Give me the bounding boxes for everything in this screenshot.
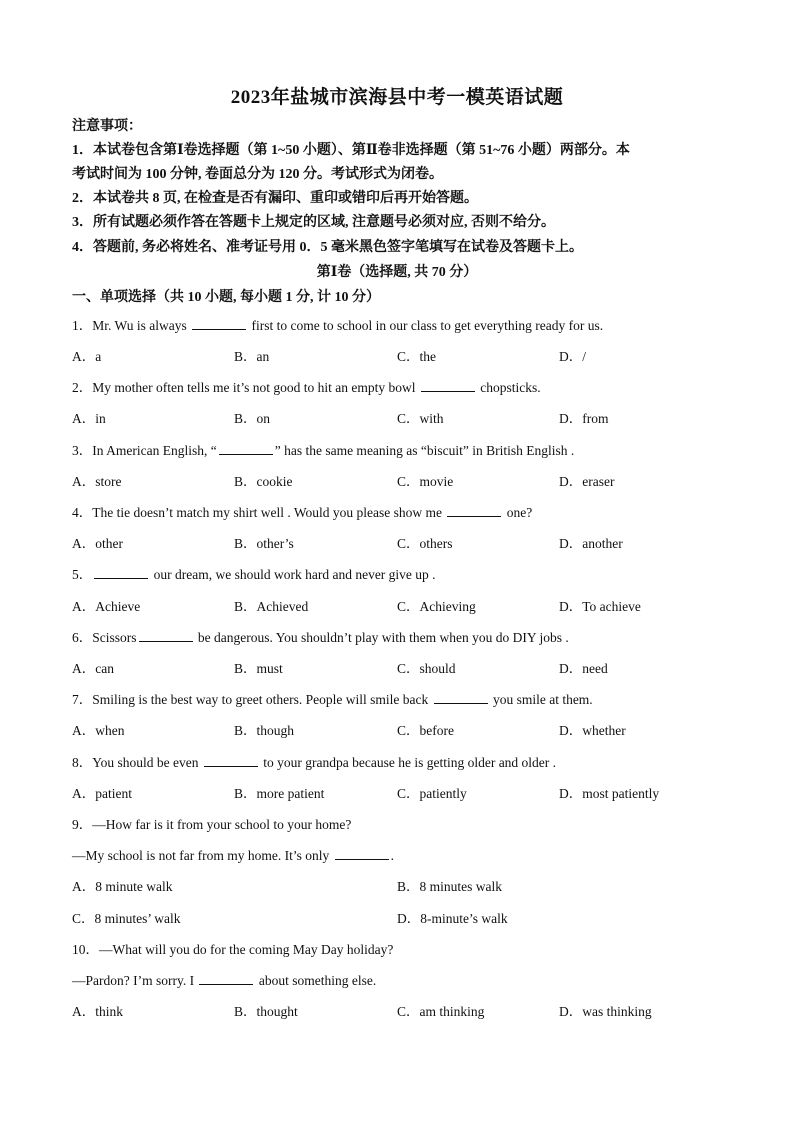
question-stem bbox=[72, 442, 574, 460]
option: A．in bbox=[72, 411, 106, 426]
notice-item: 考试时间为 100 分钟, 卷面总分为 120 分。考试形式为闭卷。 bbox=[72, 167, 443, 182]
option: C．patiently bbox=[397, 786, 467, 801]
option: D．from bbox=[559, 411, 609, 426]
question-text: be dangerous. You shouldn’t play with them when you do DIY jobs . bbox=[194, 630, 569, 645]
question-text: 1．Mr. Wu is always bbox=[72, 318, 191, 333]
option: C．should bbox=[397, 661, 456, 676]
question-text: chopsticks. bbox=[476, 380, 541, 395]
option: C．am thinking bbox=[397, 1004, 485, 1019]
answer-blank bbox=[335, 847, 389, 860]
notice-item: 4．答题前, 务必将姓名、准考证号用 0．5 毫米黑色签字笔填写在试卷及答题卡上。 bbox=[72, 240, 583, 255]
option: D．eraser bbox=[559, 474, 615, 489]
exam-title: 2023年盐城市滨海县中考一模英语试题 bbox=[230, 87, 564, 108]
question-stem bbox=[72, 504, 532, 522]
option: B．though bbox=[234, 723, 295, 738]
option: A．patient bbox=[72, 786, 132, 801]
answer-blank bbox=[204, 754, 258, 767]
option: A．Achieve bbox=[72, 599, 141, 614]
question-stem bbox=[72, 629, 569, 647]
question-text: 7．Smiling is the best way to greet others. People will smile back bbox=[72, 692, 432, 707]
answer-blank bbox=[447, 504, 501, 517]
question-stem: 10．—What will you do for the coming May Day holiday? bbox=[72, 942, 394, 957]
option: D．most patiently bbox=[559, 786, 660, 801]
option: A．when bbox=[72, 723, 125, 738]
option: B．thought bbox=[234, 1004, 298, 1019]
question-text: 5． bbox=[72, 567, 93, 582]
option: A．think bbox=[72, 1004, 124, 1019]
question-stem bbox=[72, 566, 436, 584]
option: D．another bbox=[559, 536, 623, 551]
option: A．store bbox=[72, 474, 122, 489]
option: B．other’s bbox=[234, 536, 294, 551]
option: D．/ bbox=[559, 349, 586, 364]
option: C．movie bbox=[397, 474, 454, 489]
question-stem bbox=[72, 691, 593, 709]
option: B．must bbox=[234, 661, 283, 676]
question-stem bbox=[72, 972, 376, 990]
question-text: 4．The tie doesn’t match my shirt well . Would you please show me bbox=[72, 505, 446, 520]
question-stem bbox=[72, 379, 541, 397]
question-text: 6．Scissors bbox=[72, 630, 137, 645]
option: A．8 minute walk bbox=[72, 879, 173, 894]
question-text: one? bbox=[503, 505, 533, 520]
question-text: —My school is not far from my home. It’s only bbox=[72, 848, 333, 863]
answer-blank bbox=[94, 566, 148, 579]
question-stem bbox=[72, 317, 603, 335]
question-stem bbox=[72, 754, 556, 772]
option: B．cookie bbox=[234, 474, 293, 489]
option: A．other bbox=[72, 536, 123, 551]
answer-blank bbox=[192, 317, 246, 330]
option: D．To achieve bbox=[559, 599, 641, 614]
option: D．need bbox=[559, 661, 608, 676]
question-text: first to come to school in our class to get everything ready for us. bbox=[248, 318, 604, 333]
option: B．Achieved bbox=[234, 599, 309, 614]
answer-blank bbox=[219, 442, 273, 455]
option: C．the bbox=[397, 349, 436, 364]
option: B．8 minutes walk bbox=[397, 879, 502, 894]
question-text: 3．In American English, “ bbox=[72, 443, 217, 458]
option: D．whether bbox=[559, 723, 626, 738]
question-text: . bbox=[390, 848, 394, 863]
option: D．was thinking bbox=[559, 1004, 652, 1019]
notice-item: 2．本试卷共 8 页, 在检查是否有漏印、重印或错印后再开始答题。 bbox=[72, 191, 478, 206]
answer-blank bbox=[139, 629, 193, 642]
notice-item: 1．本试卷包含第Ⅰ卷选择题（第 1~50 小题）、第Ⅱ卷非选择题（第 51~76 小题）两部分。本 bbox=[72, 143, 630, 158]
notice-item: 3．所有试题必须作答在答题卡上规定的区域, 注意题号必须对应, 否则不给分。 bbox=[72, 215, 555, 230]
question-text: —Pardon? I’m sorry. I bbox=[72, 973, 198, 988]
option: B．on bbox=[234, 411, 271, 426]
question-text: to your grandpa because he is getting older and older . bbox=[259, 755, 557, 770]
question-text: 2．My mother often tells me it’s not good to hit an empty bowl bbox=[72, 380, 419, 395]
option: B．more patient bbox=[234, 786, 325, 801]
option: D．8-minute’s walk bbox=[397, 911, 508, 926]
option: C．others bbox=[397, 536, 453, 551]
option: C．before bbox=[397, 723, 454, 738]
question-stem bbox=[72, 847, 394, 865]
option: A．a bbox=[72, 349, 102, 364]
option: B．an bbox=[234, 349, 270, 364]
question-text: you smile at them. bbox=[489, 692, 593, 707]
answer-blank bbox=[421, 379, 475, 392]
section-heading: 一、单项选择（共 10 小题, 每小题 1 分, 计 10 分） bbox=[72, 290, 380, 305]
question-stem: 9．—How far is it from your school to your home? bbox=[72, 817, 352, 832]
option: C．Achieving bbox=[397, 599, 476, 614]
question-text: 8．You should be even bbox=[72, 755, 202, 770]
option: C．8 minutes’ walk bbox=[72, 911, 181, 926]
notice-heading: 注意事项： bbox=[72, 119, 142, 134]
question-text: our dream, we should work hard and never give up . bbox=[150, 567, 436, 582]
option: C．with bbox=[397, 411, 444, 426]
question-text: about something else. bbox=[255, 973, 377, 988]
option: A．can bbox=[72, 661, 114, 676]
answer-blank bbox=[199, 972, 253, 985]
question-text: ” has the same meaning as “biscuit” in British English . bbox=[274, 443, 575, 458]
part-heading: 第Ⅰ卷（选择题, 共 70 分） bbox=[316, 265, 478, 280]
answer-blank bbox=[434, 691, 488, 704]
